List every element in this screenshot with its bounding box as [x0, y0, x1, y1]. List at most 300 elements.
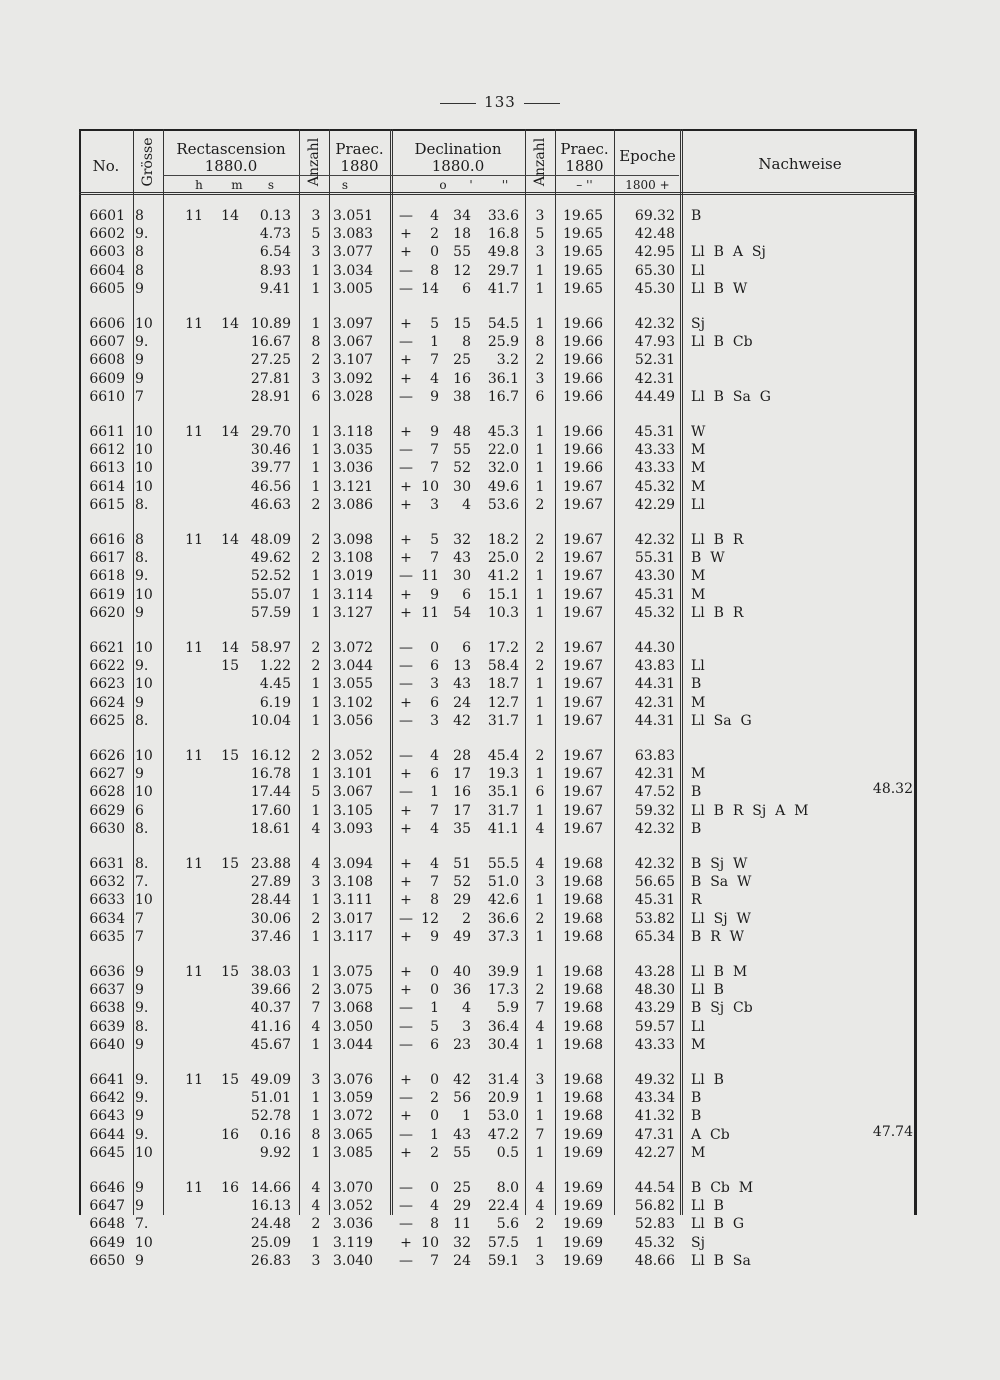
- cell-s: 1.22: [259, 658, 291, 675]
- cell-dsign: +: [400, 1072, 412, 1088]
- cell-an1: 3: [311, 1072, 321, 1088]
- header-decl-deg: o: [439, 178, 447, 192]
- cell-gr: 8.: [135, 856, 149, 872]
- cell-dm: 24: [453, 1252, 471, 1269]
- cell-s: 10.04: [250, 712, 291, 729]
- cell-an2: 2: [535, 748, 545, 764]
- cell-ep: 44.49: [634, 388, 675, 405]
- header-declination: Declination: [414, 140, 502, 158]
- cell-gr: 8.: [135, 820, 149, 837]
- cell-an1: 8: [311, 334, 321, 351]
- cell-an2: 2: [535, 496, 545, 513]
- cell-ds: 5.6: [496, 1216, 519, 1233]
- cell-s: 51.01: [250, 1090, 291, 1107]
- cell-an1: 2: [311, 910, 321, 927]
- cell-dd: 5: [430, 532, 439, 548]
- cell-dd: 8: [430, 262, 439, 279]
- cell-nw: Ll B Sa: [691, 1252, 751, 1269]
- cell-pr1: 3.036: [333, 460, 374, 477]
- cell-ep: 42.31: [634, 766, 675, 783]
- cell-ep: 43.30: [634, 568, 675, 585]
- cell-an2: 1: [535, 676, 545, 693]
- cell-nw: Sj: [691, 316, 705, 332]
- cell-an2: 1: [535, 568, 545, 585]
- cell-pr1: 3.068: [333, 1000, 374, 1017]
- cell-ds: 15.1: [487, 586, 519, 603]
- cell-dsign: —: [399, 1198, 413, 1215]
- cell-pr1: 3.072: [333, 1108, 374, 1125]
- cell-dd: 4: [430, 856, 439, 872]
- cell-s: 30.06: [250, 910, 291, 927]
- cell-an1: 1: [311, 928, 321, 945]
- cell-ep: 56.82: [634, 1198, 675, 1215]
- cell-ep: 63.83: [634, 748, 675, 764]
- cell-dm: 4: [462, 1000, 471, 1017]
- cell-gr: 8: [135, 244, 144, 261]
- cell-ds: 51.0: [487, 874, 519, 891]
- cell-pr2: 19.68: [563, 1036, 604, 1053]
- cell-dm: 24: [453, 694, 471, 711]
- cell-ep: 47.31: [634, 1126, 675, 1143]
- cell-dsign: +: [400, 964, 412, 980]
- header-no: No.: [92, 157, 120, 175]
- cell-ep: 48.30: [634, 982, 675, 999]
- cell-nw: Ll B G: [691, 1216, 745, 1233]
- cell-nw: B Sa W: [691, 874, 752, 891]
- cell-ds: 17.3: [487, 982, 519, 999]
- cell-s: 39.77: [250, 460, 291, 477]
- header-rectascension: Rectascension: [176, 140, 286, 158]
- cell-dsign: —: [399, 460, 413, 477]
- cell-ds: 18.7: [487, 676, 519, 693]
- cell-pr2: 19.65: [563, 226, 604, 243]
- cell-ds: 41.1: [487, 820, 519, 837]
- page-number-dash-right: [524, 103, 560, 104]
- cell-dsign: —: [399, 1018, 413, 1035]
- cell-gr: 9: [135, 766, 144, 783]
- page-number-dash-left: [440, 103, 476, 104]
- cell-dd: 4: [430, 748, 439, 764]
- cell-an2: 3: [535, 370, 545, 387]
- cell-an2: 1: [535, 604, 545, 621]
- cell-ds: 59.1: [487, 1252, 519, 1269]
- cell-nw: B Cb M: [691, 1180, 754, 1196]
- cell-pr2: 19.65: [563, 244, 604, 261]
- cell-nw: B: [691, 1090, 702, 1107]
- cell-m: 15: [221, 748, 239, 764]
- cell-no: 6650: [89, 1252, 125, 1269]
- cell-dd: 0: [430, 982, 439, 999]
- header-rect-h: h: [195, 178, 203, 192]
- cell-ds: 8.0: [496, 1180, 519, 1196]
- cell-nw: M: [691, 694, 706, 711]
- cell-dm: 28: [453, 748, 471, 764]
- cell-ep: 65.34: [634, 928, 675, 945]
- cell-gr: 9.: [135, 1072, 149, 1088]
- cell-m: 15: [221, 658, 239, 675]
- cell-an1: 1: [311, 460, 321, 477]
- cell-ep: 44.31: [634, 712, 675, 729]
- cell-pr2: 19.68: [563, 1018, 604, 1035]
- cell-pr1: 3.050: [333, 1018, 374, 1035]
- cell-ep: 45.31: [634, 892, 675, 909]
- cell-dd: 12: [421, 910, 439, 927]
- cell-pr2: 19.66: [563, 370, 604, 387]
- cell-dsign: +: [400, 226, 412, 243]
- cell-nw: B: [691, 820, 702, 837]
- cell-nw: Ll: [691, 262, 705, 279]
- cell-dsign: +: [400, 1144, 412, 1161]
- cell-dm: 1: [462, 1108, 471, 1125]
- cell-gr: 9: [135, 370, 144, 387]
- cell-gr: 10: [135, 892, 153, 909]
- cell-ds: 33.6: [487, 208, 519, 224]
- cell-dd: 7: [430, 352, 439, 369]
- cell-an1: 1: [311, 1144, 321, 1161]
- cell-pr1: 3.075: [333, 964, 374, 980]
- cell-s: 4.45: [259, 676, 291, 693]
- cell-pr1: 3.051: [333, 208, 374, 224]
- cell-ep: 42.32: [634, 856, 675, 872]
- cell-gr: 9.: [135, 1126, 149, 1143]
- cell-nw: Ll B Sa G: [691, 388, 771, 405]
- cell-ep: 45.32: [634, 604, 675, 621]
- cell-pr1: 3.044: [333, 1036, 374, 1053]
- cell-dsign: —: [399, 334, 413, 351]
- cell-ds: 17.2: [487, 640, 519, 656]
- cell-ep: 45.32: [634, 478, 675, 495]
- cell-s: 16.67: [250, 334, 291, 351]
- cell-m: 15: [221, 856, 239, 872]
- cell-ep: 45.30: [634, 280, 675, 297]
- cell-an1: 3: [311, 244, 321, 261]
- column-rule-praec2: [614, 129, 615, 1215]
- cell-no: 6611: [89, 424, 125, 440]
- cell-pr2: 19.66: [563, 334, 604, 351]
- cell-dm: 42: [453, 1072, 471, 1088]
- cell-an1: 1: [311, 442, 321, 459]
- cell-s: 27.81: [250, 370, 291, 387]
- header-praec-2-unit: – '': [576, 178, 593, 192]
- cell-ds: 49.6: [487, 478, 519, 495]
- cell-pr2: 19.67: [563, 550, 604, 567]
- cell-dm: 52: [453, 460, 471, 477]
- cell-nw: B W: [691, 550, 725, 567]
- cell-dsign: —: [399, 676, 413, 693]
- cell-gr: 10: [135, 784, 153, 801]
- cell-dm: 34: [453, 208, 471, 224]
- cell-ep: 45.31: [634, 586, 675, 603]
- cell-no: 6602: [89, 226, 125, 243]
- cell-no: 6628: [89, 784, 125, 801]
- cell-dsign: —: [399, 280, 413, 297]
- cell-pr1: 3.072: [333, 640, 374, 656]
- cell-pr1: 3.105: [333, 802, 374, 819]
- cell-dd: 7: [430, 874, 439, 891]
- cell-ep: 43.33: [634, 460, 675, 477]
- cell-ep: 41.32: [634, 1108, 675, 1125]
- cell-pr1: 3.034: [333, 262, 374, 279]
- cell-no: 6646: [89, 1180, 125, 1196]
- cell-dd: 9: [430, 586, 439, 603]
- cell-gr: 9: [135, 1108, 144, 1125]
- cell-ds: 29.7: [487, 262, 519, 279]
- cell-dd: 0: [430, 1072, 439, 1088]
- cell-dsign: —: [399, 208, 413, 224]
- cell-dsign: +: [400, 928, 412, 945]
- cell-gr: 6: [135, 802, 144, 819]
- cell-no: 6647: [89, 1198, 125, 1215]
- cell-an2: 2: [535, 658, 545, 675]
- cell-nw: B: [691, 208, 702, 224]
- cell-no: 6633: [89, 892, 125, 909]
- cell-dd: 8: [430, 892, 439, 909]
- cell-pr1: 3.127: [333, 604, 374, 621]
- cell-dm: 16: [453, 784, 471, 801]
- cell-an1: 1: [311, 1234, 321, 1251]
- cell-an1: 4: [311, 1018, 321, 1035]
- cell-dsign: +: [400, 604, 412, 621]
- cell-an2: 1: [535, 928, 545, 945]
- cell-s: 38.03: [250, 964, 291, 980]
- cell-dd: 10: [421, 1234, 439, 1251]
- column-rule-no: [133, 129, 134, 1215]
- cell-s: 26.83: [250, 1252, 291, 1269]
- cell-nw: R: [691, 892, 702, 909]
- cell-pr1: 3.036: [333, 1216, 374, 1233]
- header-decl-sec: '': [501, 178, 509, 192]
- cell-no: 6643: [89, 1108, 125, 1125]
- cell-dsign: +: [400, 1234, 412, 1251]
- cell-pr2: 19.69: [563, 1252, 604, 1269]
- cell-ds: 54.5: [487, 316, 519, 332]
- cell-an1: 3: [311, 370, 321, 387]
- cell-dd: 4: [430, 208, 439, 224]
- cell-no: 6630: [89, 820, 125, 837]
- cell-no: 6639: [89, 1018, 125, 1035]
- cell-dsign: +: [400, 352, 412, 369]
- cell-pr1: 3.114: [333, 586, 374, 603]
- cell-ep: 42.31: [634, 694, 675, 711]
- cell-dm: 29: [453, 1198, 471, 1215]
- cell-gr: 9.: [135, 334, 149, 351]
- cell-s: 24.48: [250, 1216, 291, 1233]
- cell-dsign: —: [399, 712, 413, 729]
- cell-nw: B R W: [691, 928, 745, 945]
- cell-dm: 30: [453, 568, 471, 585]
- cell-s: 8.93: [259, 262, 291, 279]
- cell-no: 6640: [89, 1036, 125, 1053]
- cell-pr1: 3.052: [333, 1198, 374, 1215]
- header-sub-rule: [163, 175, 679, 176]
- cell-s: 40.37: [250, 1000, 291, 1017]
- cell-no: 6616: [89, 532, 125, 548]
- cell-pr1: 3.077: [333, 244, 374, 261]
- cell-dd: 4: [430, 370, 439, 387]
- cell-no: 6606: [89, 316, 125, 332]
- cell-gr: 9.: [135, 1090, 149, 1107]
- cell-an1: 1: [311, 568, 321, 585]
- cell-gr: 7: [135, 910, 144, 927]
- cell-gr: 8: [135, 262, 144, 279]
- cell-no: 6635: [89, 928, 125, 945]
- cell-an2: 1: [535, 262, 545, 279]
- cell-dsign: +: [400, 820, 412, 837]
- cell-dd: 7: [430, 550, 439, 567]
- cell-dsign: +: [400, 370, 412, 387]
- cell-dm: 56: [453, 1090, 471, 1107]
- column-rule-anzahl1: [329, 129, 330, 1215]
- cell-nw: Ll B R: [691, 604, 744, 621]
- cell-gr: 10: [135, 640, 153, 656]
- cell-dsign: +: [400, 550, 412, 567]
- cell-dd: 2: [430, 1090, 439, 1107]
- cell-an2: 3: [535, 244, 545, 261]
- cell-pr2: 19.65: [563, 262, 604, 279]
- cell-pr2: 19.67: [563, 802, 604, 819]
- cell-an1: 4: [311, 820, 321, 837]
- cell-nw: Ll: [691, 496, 705, 513]
- cell-an2: 1: [535, 478, 545, 495]
- cell-an1: 7: [311, 1000, 321, 1017]
- cell-dd: 0: [430, 964, 439, 980]
- cell-an2: 4: [535, 1018, 545, 1035]
- cell-pr2: 19.67: [563, 694, 604, 711]
- cell-dm: 4: [462, 496, 471, 513]
- cell-gr: 7: [135, 388, 144, 405]
- cell-dsign: —: [399, 1126, 413, 1143]
- cell-dd: 7: [430, 442, 439, 459]
- cell-an1: 8: [311, 1126, 321, 1143]
- cell-m: 16: [221, 1180, 239, 1196]
- cell-pr1: 3.119: [333, 1234, 374, 1251]
- cell-ep: 43.34: [634, 1090, 675, 1107]
- cell-gr: 9: [135, 1180, 144, 1196]
- cell-extra-note: 48.32: [872, 781, 913, 798]
- cell-pr1: 3.098: [333, 532, 374, 548]
- cell-no: 6622: [89, 658, 125, 675]
- cell-pr2: 19.68: [563, 964, 604, 980]
- cell-dd: 3: [430, 676, 439, 693]
- cell-an1: 4: [311, 1198, 321, 1215]
- cell-no: 6636: [89, 964, 125, 980]
- cell-dsign: —: [399, 442, 413, 459]
- cell-pr1: 3.092: [333, 370, 374, 387]
- cell-ds: 3.2: [496, 352, 519, 369]
- cell-ep: 55.31: [634, 550, 675, 567]
- cell-h: 11: [185, 532, 203, 548]
- cell-ep: 42.32: [634, 532, 675, 548]
- cell-an1: 1: [311, 316, 321, 332]
- cell-ds: 5.9: [496, 1000, 519, 1017]
- cell-dd: 0: [430, 244, 439, 261]
- cell-an1: 1: [311, 964, 321, 980]
- cell-s: 10.89: [250, 316, 291, 332]
- cell-s: 27.25: [250, 352, 291, 369]
- cell-ep: 43.83: [634, 658, 675, 675]
- cell-pr1: 3.067: [333, 334, 374, 351]
- cell-gr: 9: [135, 964, 144, 980]
- cell-pr1: 3.055: [333, 676, 374, 693]
- cell-pr1: 3.076: [333, 1072, 374, 1088]
- cell-pr1: 3.108: [333, 550, 374, 567]
- cell-an1: 1: [311, 586, 321, 603]
- cell-dm: 12: [453, 262, 471, 279]
- cell-m: 14: [221, 316, 239, 332]
- cell-ds: 16.8: [487, 226, 519, 243]
- cell-s: 39.66: [250, 982, 291, 999]
- cell-dsign: —: [399, 388, 413, 405]
- cell-no: 6631: [89, 856, 125, 872]
- cell-nw: Ll: [691, 658, 705, 675]
- cell-nw: Sj: [691, 1234, 705, 1251]
- cell-an1: 1: [311, 262, 321, 279]
- cell-s: 49.09: [250, 1072, 291, 1088]
- cell-pr1: 3.108: [333, 874, 374, 891]
- cell-gr: 10: [135, 1234, 153, 1251]
- cell-pr1: 3.017: [333, 910, 374, 927]
- cell-no: 6621: [89, 640, 125, 656]
- cell-ds: 10.3: [487, 604, 519, 621]
- cell-pr1: 3.052: [333, 748, 374, 764]
- cell-no: 6601: [89, 208, 125, 224]
- cell-an1: 2: [311, 550, 321, 567]
- cell-an2: 1: [535, 766, 545, 783]
- cell-ds: 30.4: [487, 1036, 519, 1053]
- cell-s: 16.12: [250, 748, 291, 764]
- header-praec-2-year: 1880: [565, 157, 604, 175]
- cell-no: 6644: [89, 1126, 125, 1143]
- cell-an2: 3: [535, 874, 545, 891]
- cell-pr1: 3.065: [333, 1126, 374, 1143]
- cell-pr1: 3.121: [333, 478, 374, 495]
- cell-s: 25.09: [250, 1234, 291, 1251]
- cell-dm: 15: [453, 316, 471, 332]
- cell-pr2: 19.67: [563, 478, 604, 495]
- cell-an2: 1: [535, 1090, 545, 1107]
- cell-no: 6608: [89, 352, 125, 369]
- cell-no: 6632: [89, 874, 125, 891]
- cell-dm: 17: [453, 766, 471, 783]
- cell-an1: 1: [311, 676, 321, 693]
- cell-dsign: +: [400, 802, 412, 819]
- cell-dd: 0: [430, 640, 439, 656]
- cell-h: 11: [185, 748, 203, 764]
- cell-dsign: +: [400, 586, 412, 603]
- cell-ep: 47.52: [634, 784, 675, 801]
- cell-no: 6623: [89, 676, 125, 693]
- cell-no: 6648: [89, 1216, 125, 1233]
- cell-ds: 55.5: [487, 856, 519, 872]
- cell-no: 6605: [89, 280, 125, 297]
- cell-dm: 35: [453, 820, 471, 837]
- cell-nw: M: [691, 1036, 706, 1053]
- cell-an2: 4: [535, 856, 545, 872]
- cell-ds: 36.6: [487, 910, 519, 927]
- cell-dm: 38: [453, 388, 471, 405]
- cell-dm: 36: [453, 982, 471, 999]
- cell-ep: 49.32: [634, 1072, 675, 1088]
- cell-pr2: 19.69: [563, 1216, 604, 1233]
- header-praec-1-year: 1880: [340, 157, 379, 175]
- cell-no: 6649: [89, 1234, 125, 1251]
- cell-pr1: 3.019: [333, 568, 374, 585]
- cell-an1: 3: [311, 208, 321, 224]
- cell-an2: 1: [535, 964, 545, 980]
- cell-ep: 42.29: [634, 496, 675, 513]
- cell-no: 6625: [89, 712, 125, 729]
- header-groesse: Grösse: [140, 137, 156, 187]
